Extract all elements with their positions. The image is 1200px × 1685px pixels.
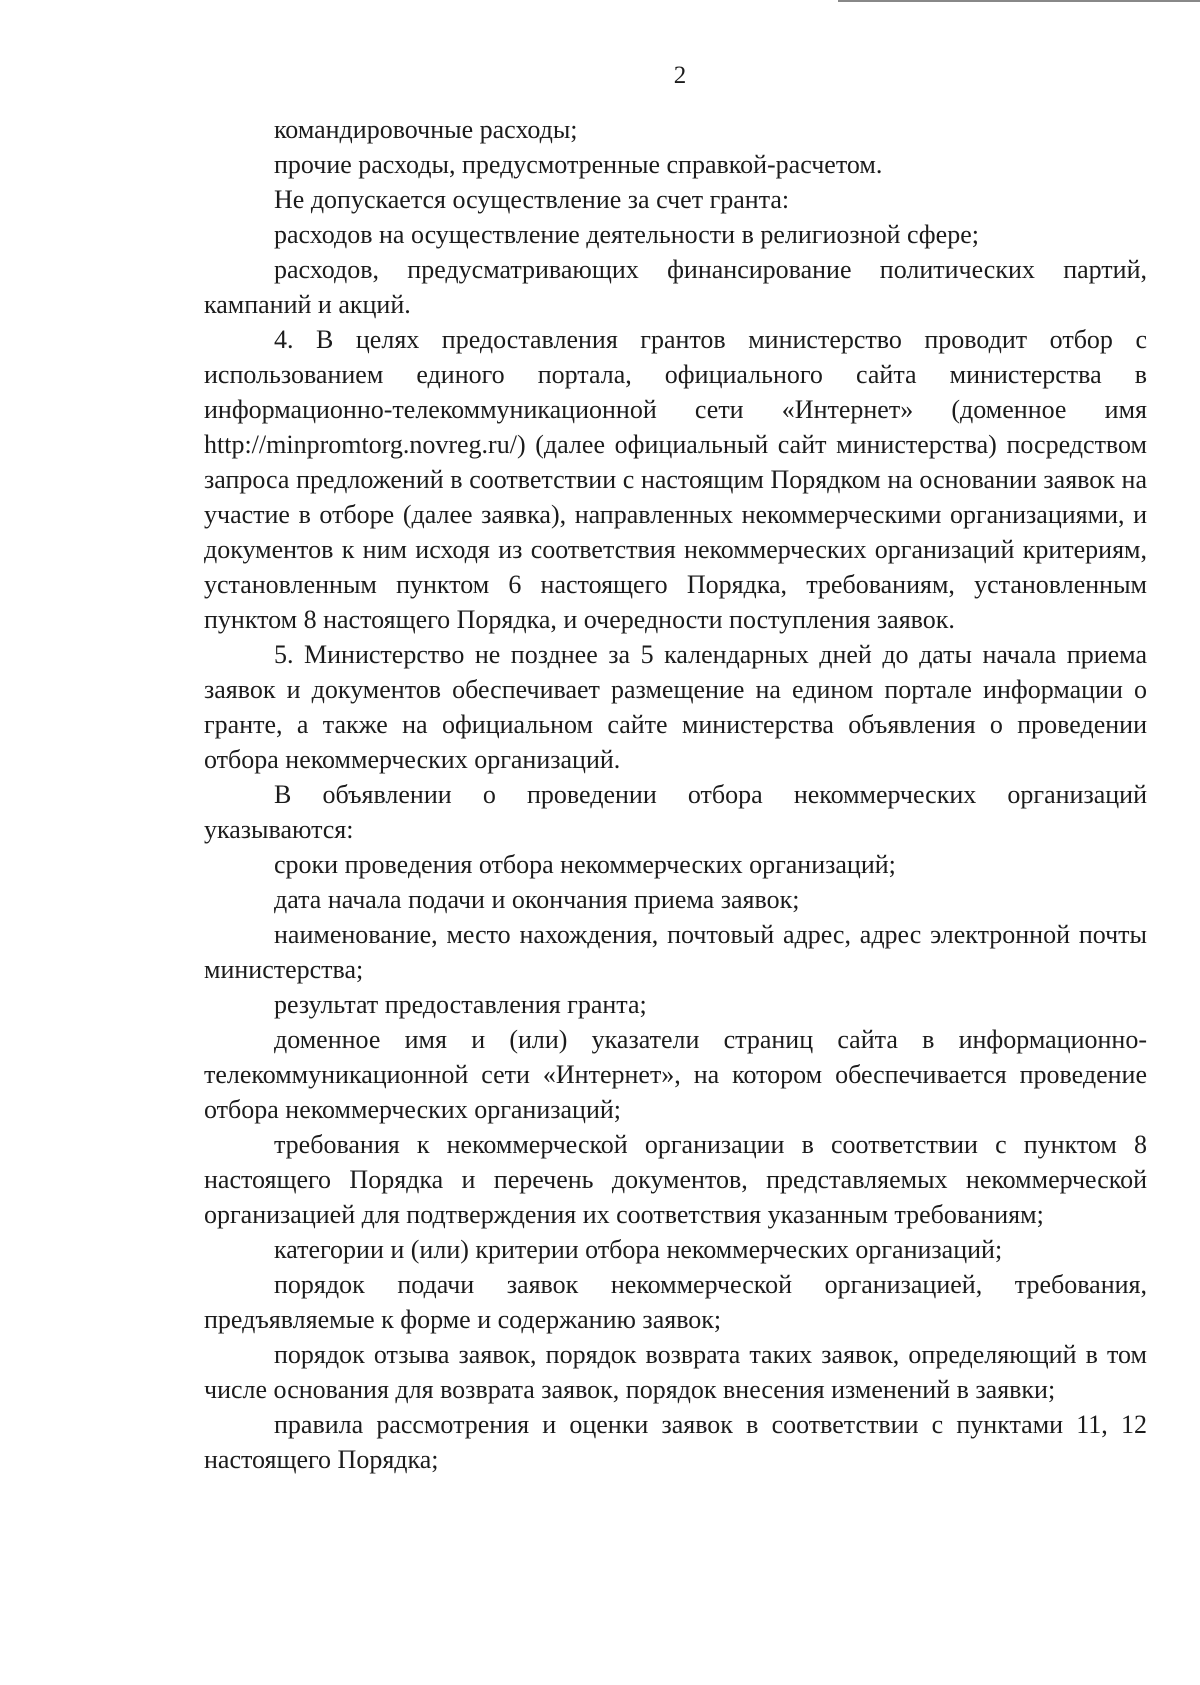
scan-edge-line <box>838 0 1200 2</box>
document-body <box>204 112 1147 1477</box>
list-item: результат предоставления гранта; <box>274 990 647 1019</box>
list-item: дата начала подачи и окончания приема заявок; <box>274 885 800 914</box>
paragraph: прочие расходы, предусмотренные справкой-расчетом. <box>274 150 883 179</box>
paragraph: В объявлении о проведении отбора некоммерческих организаций указываются: <box>204 780 1147 844</box>
list-item: доменное имя и (или) указатели страниц сайта в информационно-телекоммуникационной сети «Интернет», на котором обеспечивается проведение отбора некоммерческих организаций; <box>204 1025 1147 1124</box>
list-item: категории и (или) критерии отбора некоммерческих организаций; <box>274 1235 1003 1264</box>
list-item: требования к некоммерческой организации в соответствии с пунктом 8 настоящего Порядка и перечень документов, представляемых некоммерческой организацией для подтверждения их соответствия указанным требованиям; <box>204 1130 1147 1229</box>
list-item: порядок подачи заявок некоммерческой организацией, требования, предъявляемые к форме и содержанию заявок; <box>204 1270 1147 1334</box>
paragraph: расходов на осуществление деятельности в религиозной сфере; <box>274 220 979 249</box>
paragraph: расходов, предусматривающих финансирование политических партий, кампаний и акций. <box>204 255 1147 319</box>
list-item: сроки проведения отбора некоммерческих организаций; <box>274 850 896 879</box>
list-item: порядок отзыва заявок, порядок возврата таких заявок, определяющий в том числе основания для возврата заявок, порядок внесения изменений в заявки; <box>204 1340 1147 1404</box>
paragraph-clause-5: 5. Министерство не позднее за 5 календарных дней до даты начала приема заявок и документов обеспечивает размещение на едином портале информации о гранте, а также на официальном сайте министерства объявления о проведении отбора некоммерческих организаций. <box>204 640 1147 774</box>
page-number: 2 <box>673 62 687 89</box>
paragraph: командировочные расходы; <box>274 115 578 144</box>
paragraph: Не допускается осуществление за счет гранта: <box>274 185 790 214</box>
paragraph-clause-4: 4. В целях предоставления грантов министерство проводит отбор с использованием единого портала, официального сайта министерства в информационно-телекоммуникационной сети «Интернет» (доменное имя http://minpromtorg.novreg.ru/) (далее официальный сайт министерства) посредством запроса предложений в соответствии с настоящим Порядком на основании заявок на участие в отборе (далее заявка), направленных некоммерческими организациями, и документов к ним исходя из соответствия некоммерческих организаций критериям, установленным пунктом 6 настоящего Порядка, требованиям, установленным пунктом 8 настоящего Порядка, и очередности поступления заявок. <box>204 325 1147 634</box>
list-item: правила рассмотрения и оценки заявок в соответствии с пунктами 11, 12 настоящего Порядка; <box>204 1410 1147 1474</box>
list-item: наименование, место нахождения, почтовый адрес, адрес электронной почты министерства; <box>204 920 1147 984</box>
